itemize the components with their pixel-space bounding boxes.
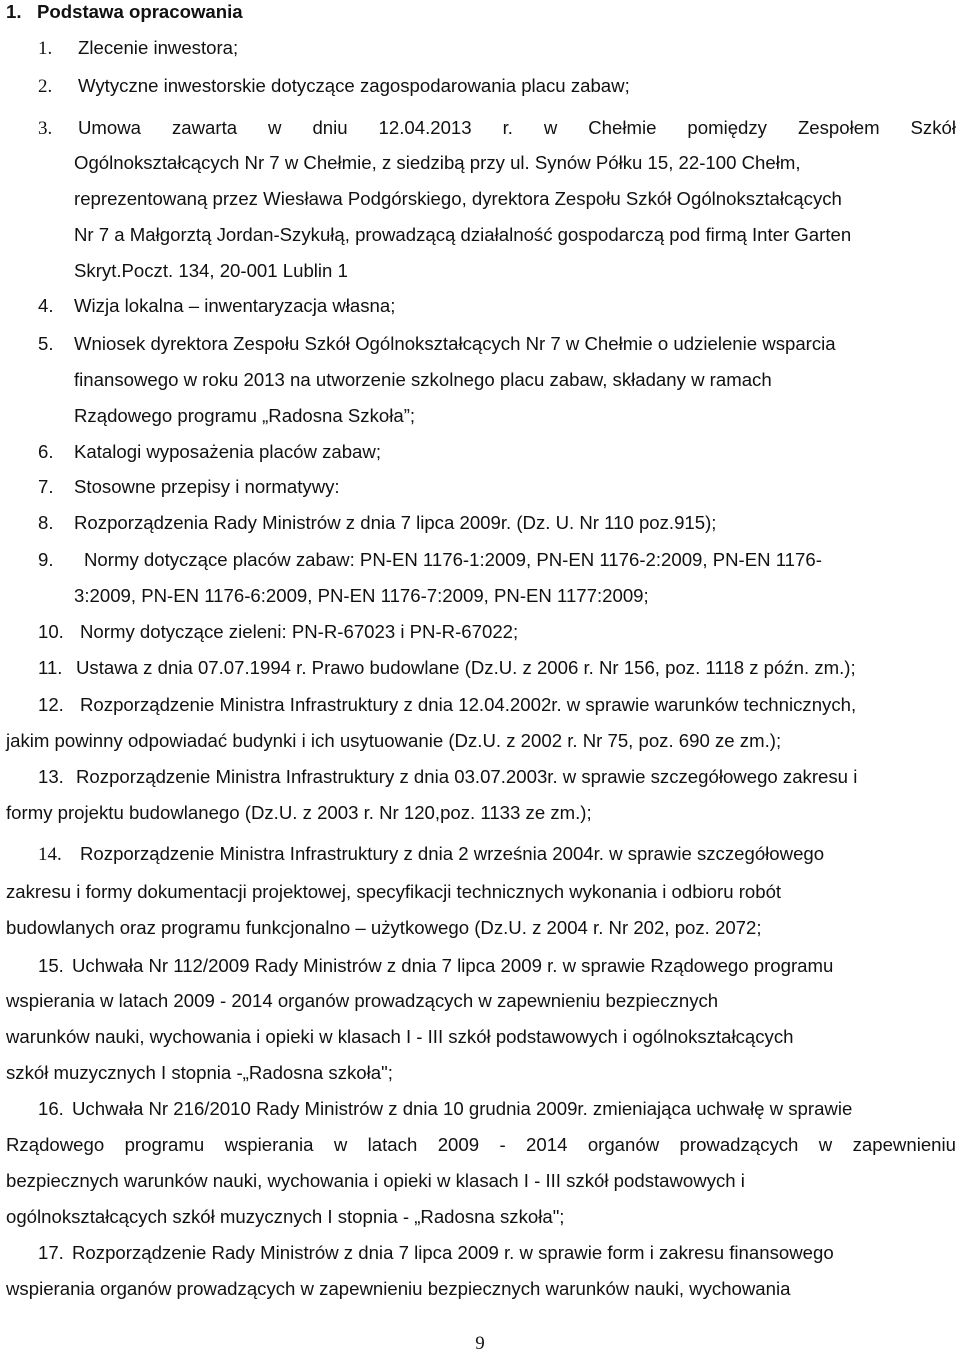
list-item-text: Uchwała Nr 112/2009 Rady Ministrów z dnia 7 lipca 2009 r. w sprawie Rządowego programu [72, 955, 834, 976]
item-number: 1. [38, 38, 53, 59]
item-number: 3. [38, 118, 53, 139]
word: organów [587, 1134, 660, 1155]
word: w [818, 1134, 833, 1155]
heading-number: 1. [6, 1, 22, 22]
list-item-text: Rozporządzenia Rady Ministrów z dnia 7 lipca 2009r. (Dz. U. Nr 110 poz.915); [74, 512, 717, 533]
item-number: 14. [38, 844, 62, 865]
word: w [543, 117, 558, 138]
item-number: 15. [38, 955, 64, 976]
item-number: 8. [38, 512, 54, 533]
item-number: 11. [38, 657, 63, 678]
list-item-text: finansowego w roku 2013 na utworzenie szkolnego placu zabaw, składany w ramach [74, 369, 772, 390]
word: r. [502, 117, 513, 138]
word: programu [124, 1134, 205, 1155]
item-number: 17. [38, 1242, 64, 1263]
list-item [38, 842, 62, 867]
justified-line [6, 1133, 956, 1157]
list-item-text: ogólnokształcących szkół muzycznych I stopnia - „Radosna szkoła"; [6, 1206, 565, 1227]
item-number: 12. [38, 694, 64, 715]
list-item-text: formy projektu budowlanego (Dz.U. z 2003 r. Nr 120,poz. 1133 ze zm.); [6, 802, 592, 823]
list-item-text [6, 1133, 956, 1157]
list-item-text: Zlecenie inwestora; [78, 37, 239, 58]
word: Umowa [78, 117, 142, 138]
word: wspierania [224, 1134, 314, 1155]
word: 2009 [437, 1134, 480, 1155]
word: Zespołem [797, 117, 880, 138]
list-item-text: Rozporządzenie Ministra Infrastruktury z dnia 03.07.2003r. w sprawie szczegółowego zakresu i [76, 766, 858, 787]
item-number: 10. [38, 621, 64, 642]
list-item-text: bezpiecznych warunków nauki, wychowania i opieki w klasach I - III szkół podstawowych i [6, 1170, 745, 1191]
list-item-text: Wizja lokalna – inwentaryzacja własna; [74, 295, 396, 316]
item-number: 9. [38, 549, 54, 570]
list-item-text: szkół muzycznych I stopnia -„Radosna szkoła"; [6, 1062, 393, 1083]
word: Chełmie [588, 117, 657, 138]
list-item-text: Ustawa z dnia 07.07.1994 r. Prawo budowlane (Dz.U. z 2006 r. Nr 156, poz. 1118 z późn. zm.); [76, 657, 856, 678]
item-number: 2. [38, 76, 53, 97]
word: 12.04.2013 [378, 117, 472, 138]
word: w [268, 117, 282, 138]
list-item-text: jakim powinny odpowiadać budynki i ich usytuowanie (Dz.U. z 2002 r. Nr 75, poz. 690 ze zm.); [6, 730, 782, 751]
list-item-text: Rozporządzenie Rady Ministrów z dnia 7 lipca 2009 r. w sprawie form i zakresu finansowego [72, 1242, 834, 1263]
word: dniu [312, 117, 348, 138]
list-item-text: Normy dotyczące zieleni: PN-R-67023 i PN-R-67022; [80, 621, 519, 642]
list-item-text: 3:2009, PN-EN 1176-6:2009, PN-EN 1176-7:2009, PN-EN 1177:2009; [74, 585, 649, 606]
list-item-text: Rozporządzenie Ministra Infrastruktury z dnia 12.04.2002r. w sprawie warunków technicznych, [80, 694, 857, 715]
word: zapewnieniu [852, 1134, 956, 1155]
list-item-text: Uchwała Nr 216/2010 Rady Ministrów z dnia 10 grudnia 2009r. zmieniająca uchwałę w sprawie [72, 1098, 853, 1119]
list-item-text: budowlanych oraz programu funkcjonalno – użytkowego (Dz.U. z 2004 r. Nr 202, poz. 2072; [6, 917, 762, 938]
list-item-text: Katalogi wyposażenia placów zabaw; [74, 441, 381, 462]
list-item-text: reprezentowaną przez Wiesława Podgórskiego, dyrektora Zespołu Szkół Ogólnokształcących [74, 188, 842, 209]
list-item-text: Skryt.Poczt. 134, 20-001 Lublin 1 [74, 260, 348, 281]
section-heading [6, 0, 243, 24]
list-item-text: Wniosek dyrektora Zespołu Szkół Ogólnokształcących Nr 7 w Chełmie o udzielenie wsparcia [74, 333, 836, 354]
list-item [38, 74, 52, 99]
word: zawarta [171, 117, 238, 138]
item-number: 13. [38, 766, 64, 787]
page-number: 9 [475, 1333, 485, 1354]
list-item-text: Normy dotyczące placów zabaw: PN-EN 1176-1:2009, PN-EN 1176-2:2009, PN-EN 1176- [84, 549, 822, 570]
list-item-text: Stosowne przepisy i normatywy: [74, 476, 340, 497]
word: pomiędzy [687, 117, 767, 138]
list-item-text: Rządowego programu „Radosna Szkoła”; [74, 405, 416, 426]
item-number: 7. [38, 476, 54, 497]
item-number: 4. [38, 295, 54, 316]
list-item-text: warunków nauki, wychowania i opieki w klasach I - III szkół podstawowych i ogólnokształcących [6, 1026, 794, 1047]
list-item-text [78, 116, 956, 140]
list-item-text: wspierania organów prowadzących w zapewnieniu bezpiecznych warunków nauki, wychowania [6, 1278, 791, 1299]
list-item-text: zakresu i formy dokumentacji projektowej, specyfikacji technicznych wykonania i odbioru robót [6, 881, 782, 902]
list-item-text: Rozporządzenie Ministra Infrastruktury z dnia 2 września 2004r. w sprawie szczegółowego [80, 843, 825, 864]
list-item [38, 116, 52, 141]
word: w [333, 1134, 348, 1155]
word: - [499, 1134, 506, 1155]
word: 2014 [526, 1134, 568, 1155]
item-number: 16. [38, 1098, 64, 1119]
word: Szkół [910, 117, 956, 138]
word: latach [367, 1134, 418, 1155]
list-item-text: Wytyczne inwestorskie dotyczące zagospodarowania placu zabaw; [78, 75, 630, 96]
item-number: 6. [38, 441, 54, 462]
list-item-text: Nr 7 a Małgorztą Jordan-Szykułą, prowadzącą działalność gospodarczą pod firmą Inter Garten [74, 224, 852, 245]
justified-line [78, 116, 956, 140]
item-number: 5. [38, 333, 54, 354]
list-item [38, 36, 52, 61]
list-item-text: Ogólnokształcących Nr 7 w Chełmie, z siedzibą przy ul. Synów Półku 15, 22-100 Chełm, [74, 152, 801, 173]
list-item-text: wspierania w latach 2009 - 2014 organów prowadzących w zapewnieniu bezpiecznych [6, 990, 719, 1011]
word: prowadzących [679, 1134, 799, 1155]
heading-title: Podstawa opracowania [37, 1, 243, 22]
word: Rządowego [6, 1134, 105, 1155]
